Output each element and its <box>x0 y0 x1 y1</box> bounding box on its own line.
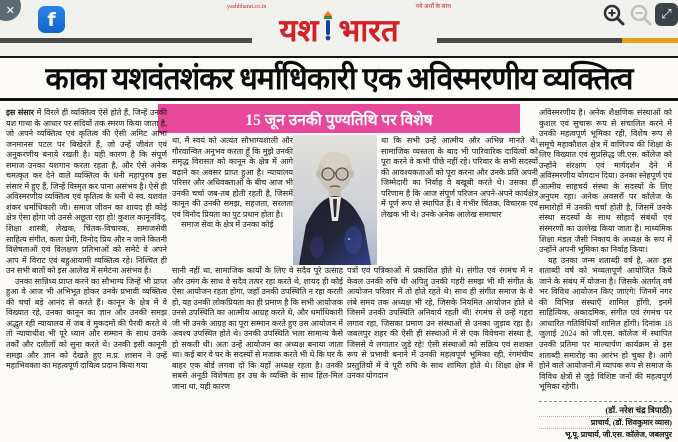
masthead-tiny-row <box>219 4 459 11</box>
paragraph: था, मैं स्वयं को अत्यंत सौभाग्यशाली और गौरवान्वित अनुभव करता हूँ कि मुझे उनकी समृद्ध विरासत को कानून के क्षेत्र में आगे बढ़ाने का अवसर प्राप्त हुआ है। न्यायालय परिसर और अधिवक्ताओं के बीच आज भी उनकी चर्चा जब-तब होती रहती है, जिसमें कानून की उनकी समझ, सहजता, सरलता एवं विनोद प्रियता का पुट प्रधान होता है। <box>172 136 293 219</box>
portrait-photo <box>293 135 377 265</box>
paragraph: पत्रों एवं पत्रिकाओं में प्रकाशित होते थे। संगीत एवं रंगमंच में न केवल उनकी रुचि थी अपितु उनकी गहरी समझ भी थी संगीत के आयोजन परिवार में तो होते रहते थे। साथ ही संगीत समाज के वे लंबे समय तक अध्यक्ष भी रहे, जिसके नियमित आयोजन होते थे जिसमें उनकी उपस्थिति अनिवार्य रहती थी! रंगमंच से उन्हें गहरा लगाव रहा, जिसका प्रमाण उन संस्थाओं से उनका जुड़ाव रहा है। जबलपुर शहर की ऐसी ही संस्थाओं में से एक विवेचना संस्था है, जिससे वे लगातार जुड़े रहे! ऐसी संस्थाओं को सक्रिय एवं सशक्त रूप से प्रभावी बनाने में उनकी महत्वपूर्ण भूमिका रही, रंगमंचीय प्रस्तुतियों में वे पूरी रुचि के साथ शामिल होते थे। शिक्षा क्षेत्र में उनका योगदान <box>347 266 533 381</box>
masthead-tagline: नये अर्थों के साथ <box>415 4 451 10</box>
article-column-2 <box>172 136 293 265</box>
headline-rule-bottom <box>0 98 678 101</box>
article-below-photo-right <box>347 266 533 440</box>
zoom-in-icon[interactable] <box>601 2 627 28</box>
paragraph-text: में विरले ही व्यक्तित्व ऐसे होते हैं, जिन्हें उनकी यश गाथा के आधार पर सदियों तक स्मरण किया जाता है, जो अपने व्यक्तित्व एवं कृतित्व की ऐसी अमिट आभा जनमानस पटल पर बिखेरते हैं, जो उन्हें जीवंत एवं अनुकरणीय बनाये रखती है। यही कारण है कि संपूर्ण समाज उनका यशगान करता रहता है, और ऐसे अनेक चमत्कृत कर देने वाले व्यक्तित्व के धनी महापुरुष इस संसार में हुए हैं, जिन्हें विस्मृत कर पाना असंभव है। ऐसे ही अविस्मरणीय व्यक्तित्व एवं कृतित्व के धनी थे स्व. यशवंत शंकर धर्माधिकारी जी। समाज जीवन का शायद ही कोई क्षेत्र ऐसा होगा जो उनसे अछूता रहा हो! कुशल कानूनविद्, शिक्षा शास्त्री, लेखक, चिंतक-विचारक, समाजसेवी साहित्य संगीत, कला प्रेमी, विनोद प्रिय और न जाने कितनी विशेषताओं एवं विलक्षण प्रतिभाओं को समेटे वे अपने आप में विराट एवं बहुआयामी व्यक्तित्व रहे। निश्चित ही उन सभी बातों को इस आलेख में समेटना असंभव है। <box>6 108 167 276</box>
torch-icon <box>321 11 335 50</box>
zoom-out-icon[interactable] <box>628 2 654 28</box>
paragraph: सानी नहीं था, सामाजिक कार्यों के लिए वे सदैव पूरे उत्साह और उमंग के साथ वे सदैव तत्पर रहा करते थे, शायद ही कोई ऐसा आयोजन रहता होगा, जहाँ उनकी उपस्थिति न रहा करती हो, यह उनकी लोकप्रियता का ही प्रमाण है कि सभी आयोजक उनसे उपस्थिति का आत्मीय आग्रह करते थे, और धर्माधिकारी जी भी उनके आग्रह का पूरा सम्मान करते हुए उस आयोजन में अवश्य उपस्थित होते थे। उनकी उपस्थिति भला सामान्य कैसे हो सकती थी। अतः उन्हें आयोजन का अध्यक्ष बनाया जाता था। कई बार वे घर के सदस्यों से मजाक करते भी थे कि घर के बाहर एक बोर्ड लगवा दो कि यहाँ अध्यक्ष रहता है। उनकी सबसे अनूठी विशेषता हर उम्र के व्यक्ति के साथ हिल-मिल जाना था, यही कारण <box>172 266 343 392</box>
masthead-title-right: भारत <box>338 12 399 48</box>
paragraph: उनका सान्निध्य प्राप्त करने का सौभाग्य जिन्हें भी प्राप्त हुआ वे आज भी अभिभूत होकर उनके प्रभावी व्यक्तित्व की चर्चा बड़े आनंद से करते हैं। कानून के क्षेत्र में वे विख्यात रहे, उनका कानून का ज्ञान और उनकी समझ अद्भुत रही न्यायालय में जब वे मुकदमों की पैरवी करते थे तो न्यायाधीश भी पूरे ध्यान और सम्मान के साथ उनके तर्कों और दलीलों को सुना करते थे। उनकी इसी कानूनी समझ और ज्ञान को देखते हुए म.प्र. शासन ने उन्हें महाभिवक्ता का महत्वपूर्ण दायित्व प्रदान किया गया <box>6 276 167 371</box>
masthead-title-left: यश <box>279 12 319 48</box>
paragraph: अविस्मरणीय है। अनेक शैक्षणिक संस्थाओं को कुशल एवं सुचारू रूप से संचालित करने में उनकी महत्वपूर्ण भूमिका रही, विशेष रूप से समूचे महाकौशल क्षेत्र में वाणिज्य की शिक्षा के लिए विख्यात एवं सुप्रसिद्ध जी.एस. कॉलेज को उन्होंने संरक्षण एवं मार्गदर्शन देने में अविस्मरणीय योगदान दिया। उनका स्नेहपूर्ण एवं आत्मीय साहचर्य संस्था के सदस्यों के लिए अनुपम रहा। अनेक अवसरों पर कॉलेज के समारोहों में उनकी चर्चा होती है, जिसमें उनके संस्था सदस्यों के साथ सोहार्द संबंधों एवं संस्मरणों का उल्लेख किया जाता है। माध्यमिक शिक्षा मंडल जैसी निकाय के अध्यक्ष के रूप में उन्होंने अपनी भूमिका का निर्वाह किया। <box>539 108 672 255</box>
article-beside-photo <box>381 136 538 265</box>
masthead-rule-yellow-segment <box>622 38 678 43</box>
paragraph: था कि सभी उन्हें आत्मीय और अभिन्न मानते थे। सामाजिक व्यस्तता के बाद भी पारिवारिक दायित्वों को पूरा करने वे कभी पीछे नहीं रहे। परिवार के सभी सदस्यों की आवश्यकताओं को पूरा करना और उनके प्रति अपनी जिम्मेदारी का निर्वाह वे बखूबी करते थे। उसका ही परिणाम है कि आज संपूर्ण परिजन अपने-अपने कार्यक्षेत्र में पूर्ण रूप से स्थापित हैं। वे गंभीर चिंतक, विचारक एवं लेखक भी थे। उनके अनेक आलेख समाचार <box>381 136 538 219</box>
paragraph: समाज सेवा के क्षेत्र में उनका कोई <box>181 220 274 230</box>
facebook-glyph: f <box>47 8 56 31</box>
special-banner <box>158 104 520 133</box>
special-banner-text: 15 जून उनकी पुण्यतिथि पर विशेष <box>245 111 433 129</box>
paragraph: यह उनका जन्म शताब्दी वर्ष है, अतः इस शताब्दी वर्ष को भव्यतापूर्ण आयोजित किये जाने के संबंध में योजना है। जिसके अंतर्गत् वर्ष भर विविध आयोजन किए जाएंगे! जिनमें नगर की विभिन्न संस्थाएँ शामिल होंगी, इनमें साहित्यिक, अकादमिक, संगीत एवं रंगमंच पर आधारित गतिविधियाँ शामिल होंगी। दिनांक 18 जुलाई 2024 को जी.एस. कॉलेज में स्थापित उनकी प्रतिमा पर माल्यार्पण कार्यक्रम से इस शताब्दी समारोह का आरंभ हो चुका है। आगे होने वाले आयोजनों में व्यापक रूप से समाज के विविध क्षेत्रों से जुड़े विशिष्ट जनों की महत्वपूर्ण भूमिका रहेगी। <box>539 255 672 392</box>
author-name: (डॉ. नरेश चंद्र त्रिपाठी) <box>605 404 672 415</box>
facebook-icon[interactable] <box>38 6 65 33</box>
article-below-photo-left <box>172 266 343 440</box>
lead-in: इस संसार <box>6 108 35 117</box>
fullscreen-glyph: ⤢ <box>661 7 672 22</box>
author-signature <box>539 401 672 440</box>
fullscreen-icon[interactable] <box>655 3 678 26</box>
paragraph <box>6 108 167 277</box>
masthead-strip <box>0 0 678 56</box>
article-column-1 <box>6 108 167 440</box>
page-title: काका यशवंतशंकर धर्माधिकारी एक अविस्मरणीय व्यक्तित्व <box>45 61 633 96</box>
column-5-text <box>539 108 672 399</box>
site-url: yashbharat.co.in <box>227 4 267 10</box>
article-column-5 <box>539 108 672 440</box>
author-title: प्राचार्य, (डॉ. शिवकुमार व्यास) <box>539 416 672 428</box>
masthead-title <box>219 11 459 50</box>
close-glyph: ✕ <box>5 4 15 17</box>
masthead <box>219 4 459 50</box>
author-affiliation: भू.पू. प्राचार्य, जी.एस. कॉलेज, जबलपुर <box>539 428 672 440</box>
close-icon[interactable] <box>0 0 21 21</box>
masthead-rule-left <box>0 38 252 43</box>
